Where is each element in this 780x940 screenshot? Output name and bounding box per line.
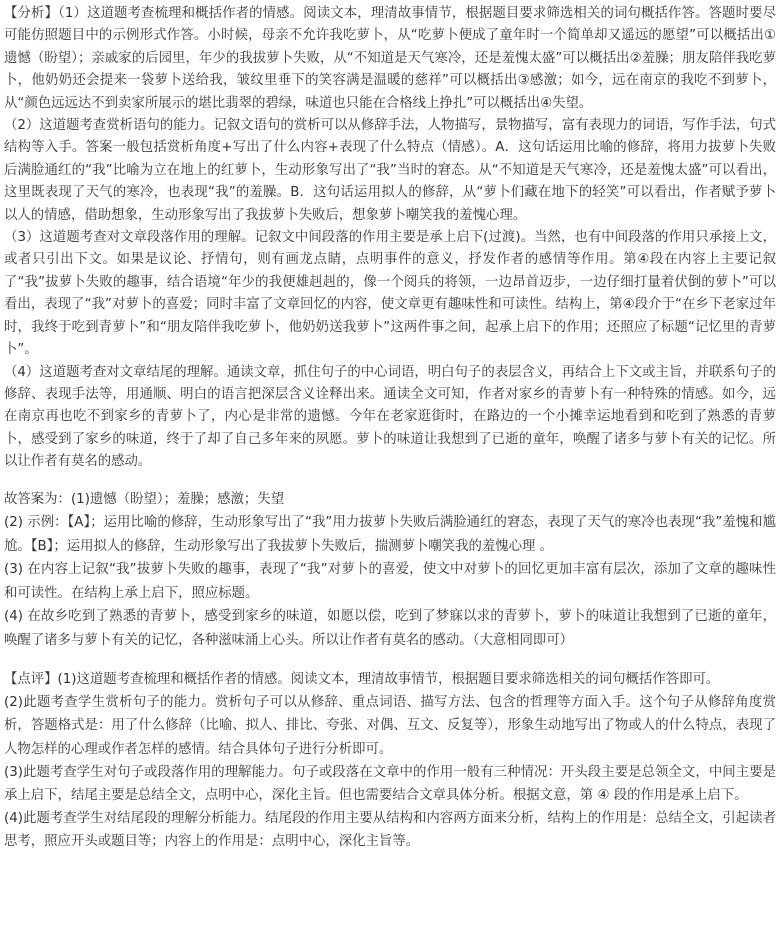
section-spacer: [4, 474, 776, 488]
answer-paragraph-2: (2) 示例：【A】；运用比喻的修辞，生动形象写出了“我”用力拔萝卜失败后满脸通红的窘态，表现了天气的寒冷也表现“我”羞愧和尴尬。【B】；运用拟人的修辞，生动形象写出了我拔萝卜失败后，揣测萝卜嘲笑我的羞愧心理 。: [4, 515, 776, 554]
comment-paragraph-4: (4)此题考查学生对结尾段的理解分析能力。结尾段的作用主要从结构和内容两方面来分析，结构上的作用是：总结全文，引起读者思考，照应开头或题目等；内容上的作用是：点明中心，深化主旨等。: [4, 811, 776, 850]
analysis-paragraph-4: （4）这道题考查对文章结尾的理解。通读文章，抓住句子的中心词语，明白句子的表层含义，再结合上下文或主旨，并联系句子的修辞、表现手法等，用通顺、明白的语言把深层含义诠释出来。通读全文可知，作者对家乡的青萝卜有一种特殊的情感。如今，远在南京再也吃不到家乡的青萝卜了，内心是非常的遗憾。今年在老家逛街时，在路边的一个小摊幸运地看到和吃到了熟悉的青萝卜，感受到了家乡的味道，终于了却了自己多年来的夙愿。萝卜的味道让我想到了已逝的童年，唤醒了诸多与萝卜有关的记忆。所以让作者有莫名的感动。: [4, 364, 776, 470]
comment-section: [4, 668, 776, 854]
analysis-section: [4, 3, 776, 474]
comment-paragraph-2: (2)此题考查学生赏析句子的能力。赏析句子可以从修辞、重点词语、描写方法、包含的哲理等方面入手。这个句子从修辞角度赏析，答题格式是：用了什么修辞（比喻、拟人、排比、夸张、对偶、互文、反复等），形象生动地写出了物或人的什么特点，表现了人物怎样的心理或作者怎样的感情。结合具体句子进行分析即可。: [4, 695, 776, 757]
answer-paragraph-3: (3) 在内容上记叙“我”拔萝卜失败的趣事，表现了“我”对萝卜的喜爱，使文中对萝卜的回忆更加丰富有层次，添加了文章的趣味性和可读性。在结构上承上启下，照应标题。: [4, 562, 776, 601]
analysis-paragraph-1: 【分析】（1）这道题考查梳理和概括作者的情感。阅读文本，理清故事情节，根据题目要求筛选相关的词句概括作答。答题时要尽可能仿照题目中的示例形式作答。小时候，母亲不允许我吃萝卜，从“吃萝卜便成了童年时一个简单却又遥远的愿望”可以概括出①遗憾（盼望）；亲戚家的后园里，年少的我拔萝卜失败，从“不知道是天气寒冷，还是羞愧太盛”可以概括出②羞臊；朋友陪伴我吃萝卜，他奶奶还会提来一袋萝卜送给我，皱纹里垂下的笑容满是温暖的慈祥”可以概括出③感激；如今，远在南京的我吃不到萝卜，从“颜色远远达不到卖家所展示的堪比翡翠的碧绿，味道也只能在合格线上挣扎”可以概括出④失望。: [4, 6, 776, 111]
answer-paragraph-4: (4) 在故乡吃到了熟悉的青萝卜，感受到家乡的味道，如愿以偿，吃到了梦寐以求的青萝卜，萝卜的味道让我想到了已逝的童年，唤醒了诸多与萝卜有关的记忆，各种滋味涌上心头。所以让作者有莫名的感动。（大意相同即可）: [4, 609, 776, 648]
answer-section: [4, 488, 776, 653]
analysis-paragraph-2: （2）这道题考查赏析语句的能力。记叙文语句的赏析可以从修辞手法，人物描写，景物描写，富有表现力的词语，写作手法，句式结构等入手。答案一般包括赏析角度+写出了什么内容+表现了什么特点（情感）。A．这句话运用比喻的修辞，将用力拔萝卜失败后满脸通红的“我”比喻为立在地上的红萝卜，生动形象写出了“我”当时的窘态。从“不知道是天气寒冷，还是羞愧太盛”可以看出，这里既表现了天气的寒冷，也表现“我”的羞臊。B．这句话运用拟人的修辞，从“萝卜们藏在地下的轻笑”可以看出，作者赋予萝卜以人的情感，借助想象，生动形象写出了我拔萝卜失败后，想象萝卜嘲笑我的羞愧心理。: [4, 118, 776, 223]
comment-paragraph-3: (3)此题考查学生对句子或段落作用的理解能力。句子或段落在文章中的作用一般有三种情况：开头段主要是总领全文，中间主要是承上启下，结尾主要是总结全文，点明中心，深化主旨。但也需要结合文章具体分析。根据文意，第 ④ 段的作用是承上启下。: [4, 764, 776, 804]
section-spacer: [4, 652, 776, 668]
solution-document: [4, 3, 776, 854]
analysis-paragraph-3: （3）这道题考查对文章段落作用的理解。记叙文中间段落的作用主要是承上启下(过渡)。当然，也有中间段落的作用只承接上文，或者只引出下文。如果是议论、抒情句，则有画龙点睛，点明事件的意义，抒发作者的感情等作用。第④段在内容上主要记叙了“我”拔萝卜失败的趣事，结合语境“年少的我便雄赳赳的，像一个阅兵的将领，一边昂首迈步，一边仔细打量着伏倒的萝卜”可以看出，表现了“我”对萝卜的喜爱；同时丰富了文章回忆的内容，使文章更有趣味性和可读性。结构上，第④段介于“在乡下老家过年时，我终于吃到青萝卜”和“朋友陪伴我吃萝卜，他奶奶送我萝卜”这两件事之间，起承上启下的作用；还照应了标题“记忆里的青萝卜”。: [4, 230, 776, 358]
answer-paragraph-1: 故答案为：(1)遗憾（盼望）；羞臊；感激；失望: [4, 491, 285, 507]
comment-paragraph-1: 【点评】(1)这道题考查梳理和概括作者的情感。阅读文本，理清故事情节，根据题目要求筛选相关的词句概括作答即可。: [4, 672, 720, 688]
